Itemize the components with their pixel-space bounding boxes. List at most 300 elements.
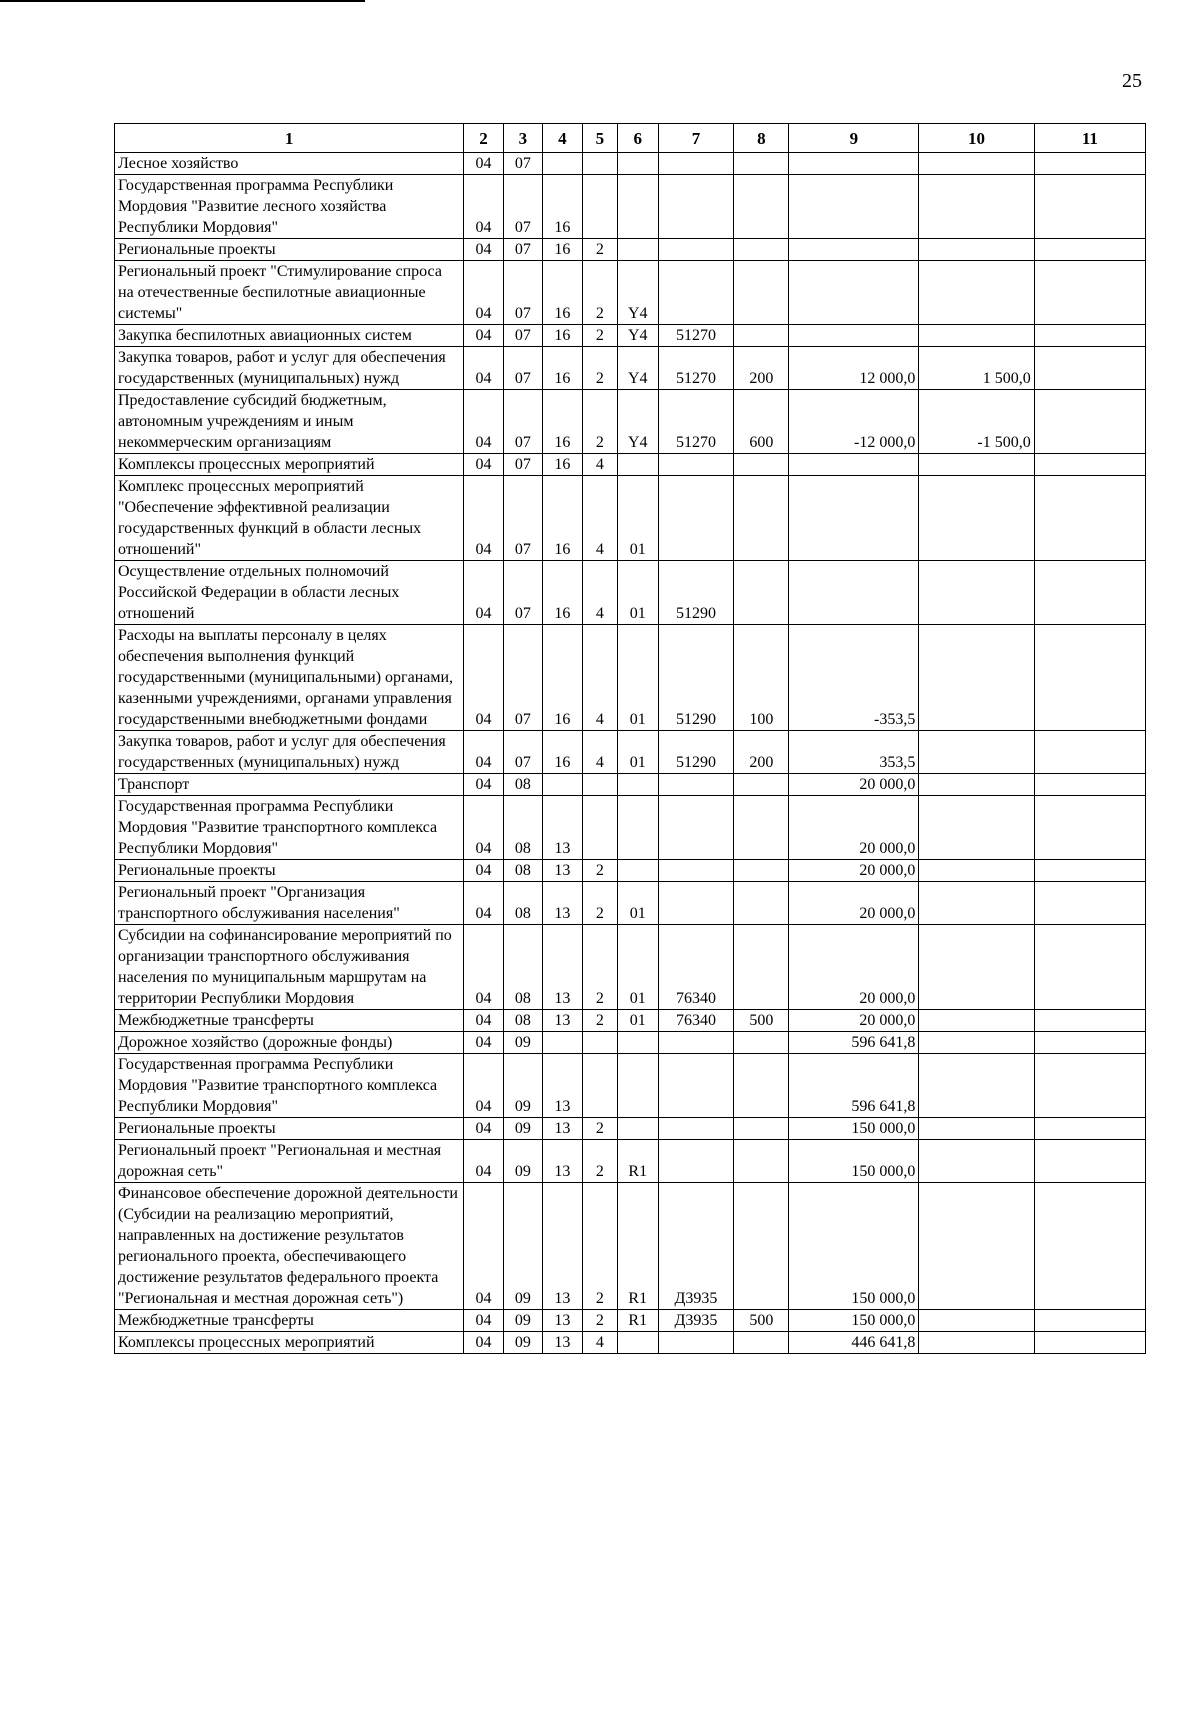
code-section: 04 <box>464 175 503 239</box>
code-project-type: 2 <box>582 325 617 347</box>
amount-col11 <box>1034 325 1145 347</box>
code-project <box>617 454 658 476</box>
row-name: Региональный проект "Организация транспортного обслуживания населения" <box>115 882 464 925</box>
code-subsection: 08 <box>503 882 542 925</box>
code-project-type: 4 <box>582 1332 617 1354</box>
header-cell: 6 <box>617 124 658 153</box>
code-program: 13 <box>543 796 582 860</box>
code-program: 16 <box>543 347 582 390</box>
row-name: Предоставление субсидий бюджетным, автономным учреждениям и иным некоммерческим организациям <box>115 390 464 454</box>
code-project: 01 <box>617 561 658 625</box>
table-body <box>115 153 1146 1354</box>
amount-col10 <box>919 476 1034 561</box>
code-project: R1 <box>617 1140 658 1183</box>
code-section: 04 <box>464 796 503 860</box>
code-program: 13 <box>543 860 582 882</box>
amount-col9 <box>789 325 919 347</box>
header-cell: 5 <box>582 124 617 153</box>
code-expense-type <box>734 454 789 476</box>
code-program: 13 <box>543 1054 582 1118</box>
code-project: Y4 <box>617 390 658 454</box>
code-project: R1 <box>617 1183 658 1310</box>
code-subsection: 07 <box>503 153 542 175</box>
code-subsection: 08 <box>503 925 542 1010</box>
amount-col10 <box>919 1118 1034 1140</box>
table-row <box>115 325 1146 347</box>
code-program: 16 <box>543 731 582 774</box>
code-program: 16 <box>543 239 582 261</box>
amount-col11 <box>1034 390 1145 454</box>
amount-col9: 150 000,0 <box>789 1183 919 1310</box>
code-expense-type: 200 <box>734 347 789 390</box>
amount-col9: 596 641,8 <box>789 1054 919 1118</box>
code-section: 04 <box>464 625 503 731</box>
code-program: 16 <box>543 625 582 731</box>
amount-col9 <box>789 239 919 261</box>
code-target-item: 51290 <box>658 561 734 625</box>
header-cell: 9 <box>789 124 919 153</box>
code-program: 16 <box>543 390 582 454</box>
code-expense-type <box>734 1054 789 1118</box>
row-name: Комплексы процессных мероприятий <box>115 454 464 476</box>
amount-col11 <box>1034 1032 1145 1054</box>
code-project-type <box>582 153 617 175</box>
amount-col11 <box>1034 1010 1145 1032</box>
code-target-item <box>658 796 734 860</box>
code-program: 13 <box>543 925 582 1010</box>
amount-col9: 596 641,8 <box>789 1032 919 1054</box>
code-expense-type <box>734 325 789 347</box>
code-section: 04 <box>464 1118 503 1140</box>
code-expense-type <box>734 925 789 1010</box>
code-target-item <box>658 1332 734 1354</box>
header-cell: 1 <box>115 124 464 153</box>
amount-col10 <box>919 261 1034 325</box>
code-section: 04 <box>464 261 503 325</box>
code-project <box>617 239 658 261</box>
table-row <box>115 796 1146 860</box>
table-row <box>115 454 1146 476</box>
code-project-type: 4 <box>582 561 617 625</box>
code-section: 04 <box>464 882 503 925</box>
header-cell: 8 <box>734 124 789 153</box>
amount-col9 <box>789 454 919 476</box>
code-program: 13 <box>543 1332 582 1354</box>
code-subsection: 09 <box>503 1032 542 1054</box>
amount-col10 <box>919 175 1034 239</box>
header-cell: 3 <box>503 124 542 153</box>
code-target-item: 51270 <box>658 325 734 347</box>
code-target-item <box>658 261 734 325</box>
code-project-type: 4 <box>582 731 617 774</box>
row-name: Осуществление отдельных полномочий Российской Федерации в области лесных отношений <box>115 561 464 625</box>
row-name: Межбюджетные трансферты <box>115 1010 464 1032</box>
code-subsection: 07 <box>503 175 542 239</box>
code-expense-type <box>734 1118 789 1140</box>
code-section: 04 <box>464 1310 503 1332</box>
amount-col11 <box>1034 925 1145 1010</box>
amount-col9 <box>789 261 919 325</box>
code-program <box>543 1032 582 1054</box>
row-name: Государственная программа Республики Мордовия "Развитие транспортного комплекса Республики Мордовия" <box>115 1054 464 1118</box>
code-project <box>617 1032 658 1054</box>
code-project <box>617 1332 658 1354</box>
amount-col10 <box>919 1332 1034 1354</box>
code-project-type <box>582 1032 617 1054</box>
code-subsection: 07 <box>503 239 542 261</box>
amount-col11 <box>1034 774 1145 796</box>
code-expense-type <box>734 1332 789 1354</box>
amount-col9: 20 000,0 <box>789 796 919 860</box>
code-section: 04 <box>464 1032 503 1054</box>
amount-col11 <box>1034 561 1145 625</box>
code-project-type: 2 <box>582 1183 617 1310</box>
table-row <box>115 860 1146 882</box>
code-target-item: 51290 <box>658 625 734 731</box>
amount-col11 <box>1034 1183 1145 1310</box>
header-cell: 10 <box>919 124 1034 153</box>
table-row <box>115 347 1146 390</box>
amount-col11 <box>1034 1054 1145 1118</box>
amount-col10 <box>919 925 1034 1010</box>
code-subsection: 08 <box>503 796 542 860</box>
code-project-type: 2 <box>582 1140 617 1183</box>
code-program: 13 <box>543 882 582 925</box>
code-target-item <box>658 860 734 882</box>
code-subsection: 07 <box>503 347 542 390</box>
table-row <box>115 882 1146 925</box>
code-expense-type <box>734 1140 789 1183</box>
code-subsection: 07 <box>503 390 542 454</box>
row-name: Региональные проекты <box>115 1118 464 1140</box>
row-name: Закупка товаров, работ и услуг для обеспечения государственных (муниципальных) нужд <box>115 731 464 774</box>
amount-col10 <box>919 625 1034 731</box>
table-row <box>115 625 1146 731</box>
code-target-item: 51270 <box>658 390 734 454</box>
amount-col11 <box>1034 882 1145 925</box>
amount-col9: 353,5 <box>789 731 919 774</box>
code-subsection: 07 <box>503 476 542 561</box>
amount-col9 <box>789 561 919 625</box>
row-name: Региональные проекты <box>115 239 464 261</box>
header-row <box>115 124 1146 153</box>
code-subsection: 08 <box>503 774 542 796</box>
code-section: 04 <box>464 454 503 476</box>
code-target-item: Д3935 <box>658 1183 734 1310</box>
code-subsection: 07 <box>503 625 542 731</box>
code-project: 01 <box>617 1010 658 1032</box>
row-name: Региональный проект "Региональная и местная дорожная сеть" <box>115 1140 464 1183</box>
amount-col10 <box>919 239 1034 261</box>
code-target-item: 51270 <box>658 347 734 390</box>
code-expense-type: 500 <box>734 1010 789 1032</box>
amount-col11 <box>1034 796 1145 860</box>
amount-col11 <box>1034 860 1145 882</box>
amount-col10 <box>919 1054 1034 1118</box>
amount-col10 <box>919 1140 1034 1183</box>
row-name: Региональный проект "Стимулирование спроса на отечественные беспилотные авиационные системы" <box>115 261 464 325</box>
code-subsection: 07 <box>503 731 542 774</box>
code-project-type: 2 <box>582 925 617 1010</box>
code-project: 01 <box>617 625 658 731</box>
code-project: 01 <box>617 476 658 561</box>
code-section: 04 <box>464 476 503 561</box>
amount-col9: -12 000,0 <box>789 390 919 454</box>
code-project-type: 2 <box>582 860 617 882</box>
table-row <box>115 925 1146 1010</box>
code-section: 04 <box>464 1054 503 1118</box>
code-expense-type <box>734 561 789 625</box>
code-subsection: 08 <box>503 1010 542 1032</box>
code-target-item <box>658 882 734 925</box>
amount-col11 <box>1034 153 1145 175</box>
amount-col11 <box>1034 731 1145 774</box>
code-subsection: 09 <box>503 1140 542 1183</box>
code-section: 04 <box>464 860 503 882</box>
code-section: 04 <box>464 347 503 390</box>
code-section: 04 <box>464 1010 503 1032</box>
row-name: Межбюджетные трансферты <box>115 1310 464 1332</box>
code-project-type <box>582 1054 617 1118</box>
budget-table <box>114 123 1146 1354</box>
code-project <box>617 796 658 860</box>
row-name: Региональные проекты <box>115 860 464 882</box>
amount-col9: 446 641,8 <box>789 1332 919 1354</box>
table-row <box>115 1310 1146 1332</box>
code-subsection: 09 <box>503 1310 542 1332</box>
top-rule <box>0 0 365 2</box>
code-project-type: 2 <box>582 239 617 261</box>
code-subsection: 07 <box>503 454 542 476</box>
code-project-type: 2 <box>582 390 617 454</box>
code-subsection: 08 <box>503 860 542 882</box>
table-row <box>115 239 1146 261</box>
table-row <box>115 1010 1146 1032</box>
amount-col10 <box>919 860 1034 882</box>
amount-col10 <box>919 796 1034 860</box>
table-row <box>115 476 1146 561</box>
amount-col9: 150 000,0 <box>789 1118 919 1140</box>
amount-col9: 12 000,0 <box>789 347 919 390</box>
table-row <box>115 774 1146 796</box>
code-project-type: 4 <box>582 625 617 731</box>
code-target-item: 76340 <box>658 1010 734 1032</box>
code-project-type: 2 <box>582 261 617 325</box>
table-row <box>115 175 1146 239</box>
code-expense-type <box>734 261 789 325</box>
code-project <box>617 175 658 239</box>
table-row <box>115 561 1146 625</box>
code-section: 04 <box>464 1183 503 1310</box>
code-program: 16 <box>543 325 582 347</box>
code-section: 04 <box>464 325 503 347</box>
code-project-type: 2 <box>582 882 617 925</box>
amount-col10 <box>919 454 1034 476</box>
amount-col11 <box>1034 239 1145 261</box>
code-subsection: 09 <box>503 1118 542 1140</box>
code-section: 04 <box>464 774 503 796</box>
code-target-item <box>658 476 734 561</box>
amount-col9: 20 000,0 <box>789 1010 919 1032</box>
amount-col11 <box>1034 625 1145 731</box>
code-subsection: 07 <box>503 261 542 325</box>
code-expense-type <box>734 882 789 925</box>
amount-col9 <box>789 476 919 561</box>
amount-col9 <box>789 175 919 239</box>
code-expense-type <box>734 239 789 261</box>
code-section: 04 <box>464 390 503 454</box>
code-program: 13 <box>543 1183 582 1310</box>
code-project-type: 2 <box>582 1118 617 1140</box>
amount-col10 <box>919 1032 1034 1054</box>
amount-col10 <box>919 1183 1034 1310</box>
code-program: 16 <box>543 175 582 239</box>
row-name: Государственная программа Республики Мордовия "Развитие транспортного комплекса Республики Мордовия" <box>115 796 464 860</box>
row-name: Комплекс процессных мероприятий "Обеспечение эффективной реализации государственных функций в области лесных отношений" <box>115 476 464 561</box>
table-row <box>115 1183 1146 1310</box>
code-project-type <box>582 774 617 796</box>
code-project-type: 4 <box>582 476 617 561</box>
code-section: 04 <box>464 1140 503 1183</box>
code-program: 13 <box>543 1010 582 1032</box>
code-target-item <box>658 175 734 239</box>
code-section: 04 <box>464 1332 503 1354</box>
code-program <box>543 774 582 796</box>
amount-col11 <box>1034 175 1145 239</box>
code-program: 13 <box>543 1140 582 1183</box>
code-target-item <box>658 454 734 476</box>
code-program <box>543 153 582 175</box>
amount-col9: 20 000,0 <box>789 925 919 1010</box>
code-project-type: 4 <box>582 454 617 476</box>
code-project: 01 <box>617 882 658 925</box>
amount-col10 <box>919 1310 1034 1332</box>
code-section: 04 <box>464 239 503 261</box>
amount-col11 <box>1034 454 1145 476</box>
code-expense-type: 100 <box>734 625 789 731</box>
code-target-item <box>658 1032 734 1054</box>
header-cell: 11 <box>1034 124 1145 153</box>
code-project <box>617 1118 658 1140</box>
code-project: Y4 <box>617 261 658 325</box>
amount-col11 <box>1034 476 1145 561</box>
row-name: Расходы на выплаты персоналу в целях обеспечения выполнения функций государственными (муниципальными) органами, казенными учреждениями, органами управления государственными внебюджетными фондами <box>115 625 464 731</box>
code-project-type <box>582 175 617 239</box>
amount-col11 <box>1034 347 1145 390</box>
code-target-item: 51290 <box>658 731 734 774</box>
code-program: 16 <box>543 476 582 561</box>
code-project: 01 <box>617 731 658 774</box>
code-program: 13 <box>543 1310 582 1332</box>
table-row <box>115 1140 1146 1183</box>
row-name: Лесное хозяйство <box>115 153 464 175</box>
amount-col10 <box>919 1010 1034 1032</box>
code-project-type: 2 <box>582 1310 617 1332</box>
row-name: Субсидии на софинансирование мероприятий по организации транспортного обслуживания населения по муниципальным маршрутам на территории Республики Мордовия <box>115 925 464 1010</box>
header-cell: 7 <box>658 124 734 153</box>
code-program: 16 <box>543 561 582 625</box>
amount-col9: -353,5 <box>789 625 919 731</box>
header-cell: 4 <box>543 124 582 153</box>
amount-col11 <box>1034 1332 1145 1354</box>
table-row <box>115 731 1146 774</box>
code-expense-type <box>734 774 789 796</box>
amount-col10 <box>919 561 1034 625</box>
code-target-item <box>658 1140 734 1183</box>
code-subsection: 07 <box>503 561 542 625</box>
code-target-item: Д3935 <box>658 1310 734 1332</box>
amount-col11 <box>1034 261 1145 325</box>
table-row <box>115 1032 1146 1054</box>
amount-col10 <box>919 774 1034 796</box>
row-name: Закупка беспилотных авиационных систем <box>115 325 464 347</box>
code-project-type: 2 <box>582 1010 617 1032</box>
row-name: Дорожное хозяйство (дорожные фонды) <box>115 1032 464 1054</box>
amount-col10: 1 500,0 <box>919 347 1034 390</box>
table-row <box>115 153 1146 175</box>
code-section: 04 <box>464 153 503 175</box>
row-name: Финансовое обеспечение дорожной деятельности (Субсидии на реализацию мероприятий, направленных на достижение результатов регионального проекта, обеспечивающего достижение результатов федерального проекта "Региональная и местная дорожная сеть") <box>115 1183 464 1310</box>
code-project-type <box>582 796 617 860</box>
code-program: 16 <box>543 454 582 476</box>
amount-col9 <box>789 153 919 175</box>
code-project-type: 2 <box>582 347 617 390</box>
table-row <box>115 390 1146 454</box>
table-row <box>115 1118 1146 1140</box>
code-project: Y4 <box>617 347 658 390</box>
code-target-item <box>658 774 734 796</box>
amount-col10 <box>919 731 1034 774</box>
code-project: 01 <box>617 925 658 1010</box>
code-target-item <box>658 1118 734 1140</box>
code-section: 04 <box>464 731 503 774</box>
code-subsection: 07 <box>503 325 542 347</box>
amount-col9: 20 000,0 <box>789 882 919 925</box>
code-expense-type: 600 <box>734 390 789 454</box>
amount-col10: -1 500,0 <box>919 390 1034 454</box>
header-cell: 2 <box>464 124 503 153</box>
row-name: Комплексы процессных мероприятий <box>115 1332 464 1354</box>
code-section: 04 <box>464 561 503 625</box>
code-project: Y4 <box>617 325 658 347</box>
table-row <box>115 261 1146 325</box>
amount-col10 <box>919 153 1034 175</box>
amount-col11 <box>1034 1118 1145 1140</box>
code-expense-type <box>734 860 789 882</box>
code-expense-type: 200 <box>734 731 789 774</box>
code-project: R1 <box>617 1310 658 1332</box>
code-expense-type <box>734 796 789 860</box>
code-target-item: 76340 <box>658 925 734 1010</box>
code-project <box>617 1054 658 1118</box>
code-expense-type <box>734 476 789 561</box>
code-project <box>617 774 658 796</box>
amount-col9: 20 000,0 <box>789 860 919 882</box>
page-number: 25 <box>1122 70 1142 92</box>
code-subsection: 09 <box>503 1054 542 1118</box>
code-program: 13 <box>543 1118 582 1140</box>
code-target-item <box>658 239 734 261</box>
code-expense-type <box>734 1183 789 1310</box>
table-row <box>115 1332 1146 1354</box>
table-row <box>115 1054 1146 1118</box>
code-expense-type <box>734 175 789 239</box>
code-target-item <box>658 1054 734 1118</box>
amount-col10 <box>919 882 1034 925</box>
code-subsection: 09 <box>503 1332 542 1354</box>
code-expense-type: 500 <box>734 1310 789 1332</box>
code-program: 16 <box>543 261 582 325</box>
